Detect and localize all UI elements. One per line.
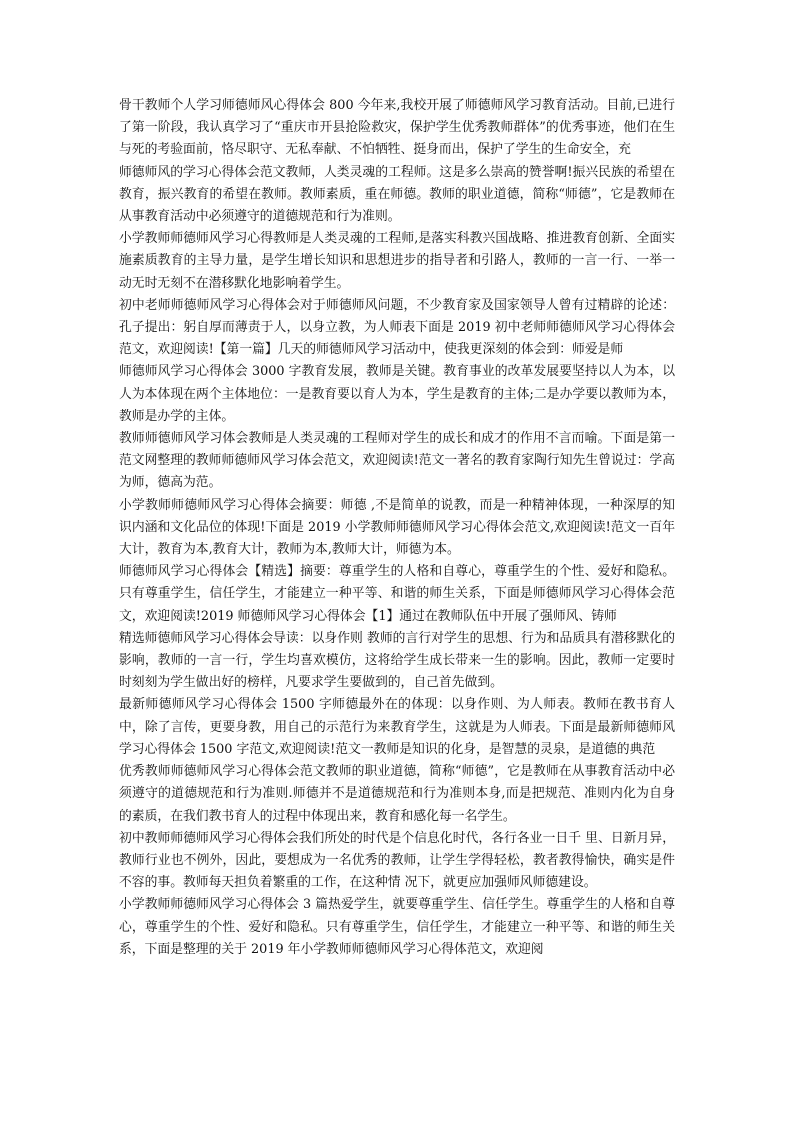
paragraph: 师德师风的学习心得体会范文教师，人类灵魂的工程师。这是多么崇高的赞誉啊!振兴民族的希望在教育，振兴教育的希望在教师。教师素质，重在师德。教师的职业道德，简称“师德”，它是教师在从事教育活动中必须遵守的道德规范和行为准则。 xyxy=(119,164,675,225)
paragraph: 骨干教师个人学习师德师风心得体会 800 今年来,我校开展了师德师风学习教育活动。目前,已进行了第一阶段，我认真学习了“重庆市开县抢险救灾，保护学生优秀教师群体”的优秀事迹，他们在生与死的考验面前，恪尽职守、无私奉献、不怕牺牲、挺身而出，保护了学生的生命安全，充 xyxy=(119,98,675,158)
paragraph: 精选师德师风学习心得体会导读：以身作则 教师的言行对学生的思想、行为和品质具有潜移默化的影响，教师的一言一行，学生均喜欢模仿，这将给学生成长带来一生的影响。因此，教师一定要时时刻刻为学生做出好的榜样，凡要求学生要做到的，自己首先做到。 xyxy=(119,630,675,691)
paragraph: 师德师风学习心得体会【精选】摘要：尊重学生的人格和自尊心，尊重学生的个性、爱好和隐私。只有尊重学生，信任学生，才能建立一种平等、和谐的师生关系，下面是师德师风学习心得体会范文，欢迎阅读!2019 师德师风学习心得体会【1】通过在教师队伍中开展了强师风、铸师 xyxy=(119,564,675,624)
paragraph: 最新师德师风学习心得体会 1500 字师德最外在的体现：以身作则、为人师表。教师在教书育人中，除了言传，更要身教，用自己的示范行为来教育学生，这就是为人师表。下面是最新师德师风学习心得体会 1500 字范文,欢迎阅读!范文一教师是知识的化身，是智慧的灵泉，是道德的典范 xyxy=(119,697,675,757)
paragraph: 小学教师师德师风学习心得体会 3 篇热爱学生，就要尊重学生、信任学生。尊重学生的人格和自尊心，尊重学生的个性、爱好和隐私。只有尊重学生，信任学生，才能建立一种平等、和谐的师生关系，下面是整理的关于 2019 年小学教师师德师风学习心得体范文，欢迎阅 xyxy=(119,897,675,957)
document-body xyxy=(119,95,675,961)
paragraph: 小学教师师德师风学习心得教师是人类灵魂的工程师,是落实科教兴国战略、推进教育创新、全面实施素质教育的主导力量，是学生增长知识和思想进步的指导者和引路人，教师的一言一行、一举一动无时无刻不在潜移默化地影响着学生。 xyxy=(119,231,675,291)
paragraph: 初中老师师德师风学习心得体会对于师德师风问题，不少教育家及国家领导人曾有过精辟的论述：孔子提出：躬自厚而薄责于人，以身立教，为人师表下面是 2019 初中老师师德师风学习心得体会范文，欢迎阅读!【第一篇】几天的师德师风学习活动中，使我更深刻的体会到：师爱是师 xyxy=(119,297,675,358)
paragraph: 优秀教师师德师风学习心得体会范文教师的职业道德，简称“师德”，它是教师在从事教育活动中必须遵守的道德规范和行为准则.师德并不是道德规范和行为准则本身,而是把规范、准则内化为自身的素质，在我们教书育人的过程中体现出来，教育和感化每一名学生。 xyxy=(119,764,675,824)
paragraph: 师德师风学习心得体会 3000 字教育发展，教师是关键。教育事业的改革发展要坚持以人为本，以人为本体现在两个主体地位：一是教育要以育人为本，学生是教育的主体;二是办学要以教师为本，教师是办学的主体。 xyxy=(119,364,675,424)
paragraph: 教师师德师风学习体会教师是人类灵魂的工程师对学生的成长和成才的作用不言而喻。下面是第一范文网整理的教师师德师风学习体会范文，欢迎阅读!范文一著名的教育家陶行知先生曾说过：学高为师，德高为范。 xyxy=(119,431,675,491)
paragraph: 小学教师师德师风学习心得体会摘要：师德 ,不是简单的说教，而是一种精神体现，一种深厚的知识内涵和文化品位的体现!下面是 2019 小学教师师德师风学习心得体会范文,欢迎阅读!范文一百年大计，教育为本,教育大计，教师为本,教师大计，师德为本。 xyxy=(119,497,675,558)
paragraph: 初中教师师德师风学习心得体会我们所处的时代是个信息化时代，各行各业一日千 里、日新月异，教师行业也不例外，因此，要想成为一名优秀的教师，让学生学得轻松，教者教得愉快，确实是件不容的事。教师每天担负着繁重的工作，在这种情 况下，就更应加强师风师德建设。 xyxy=(119,830,675,891)
